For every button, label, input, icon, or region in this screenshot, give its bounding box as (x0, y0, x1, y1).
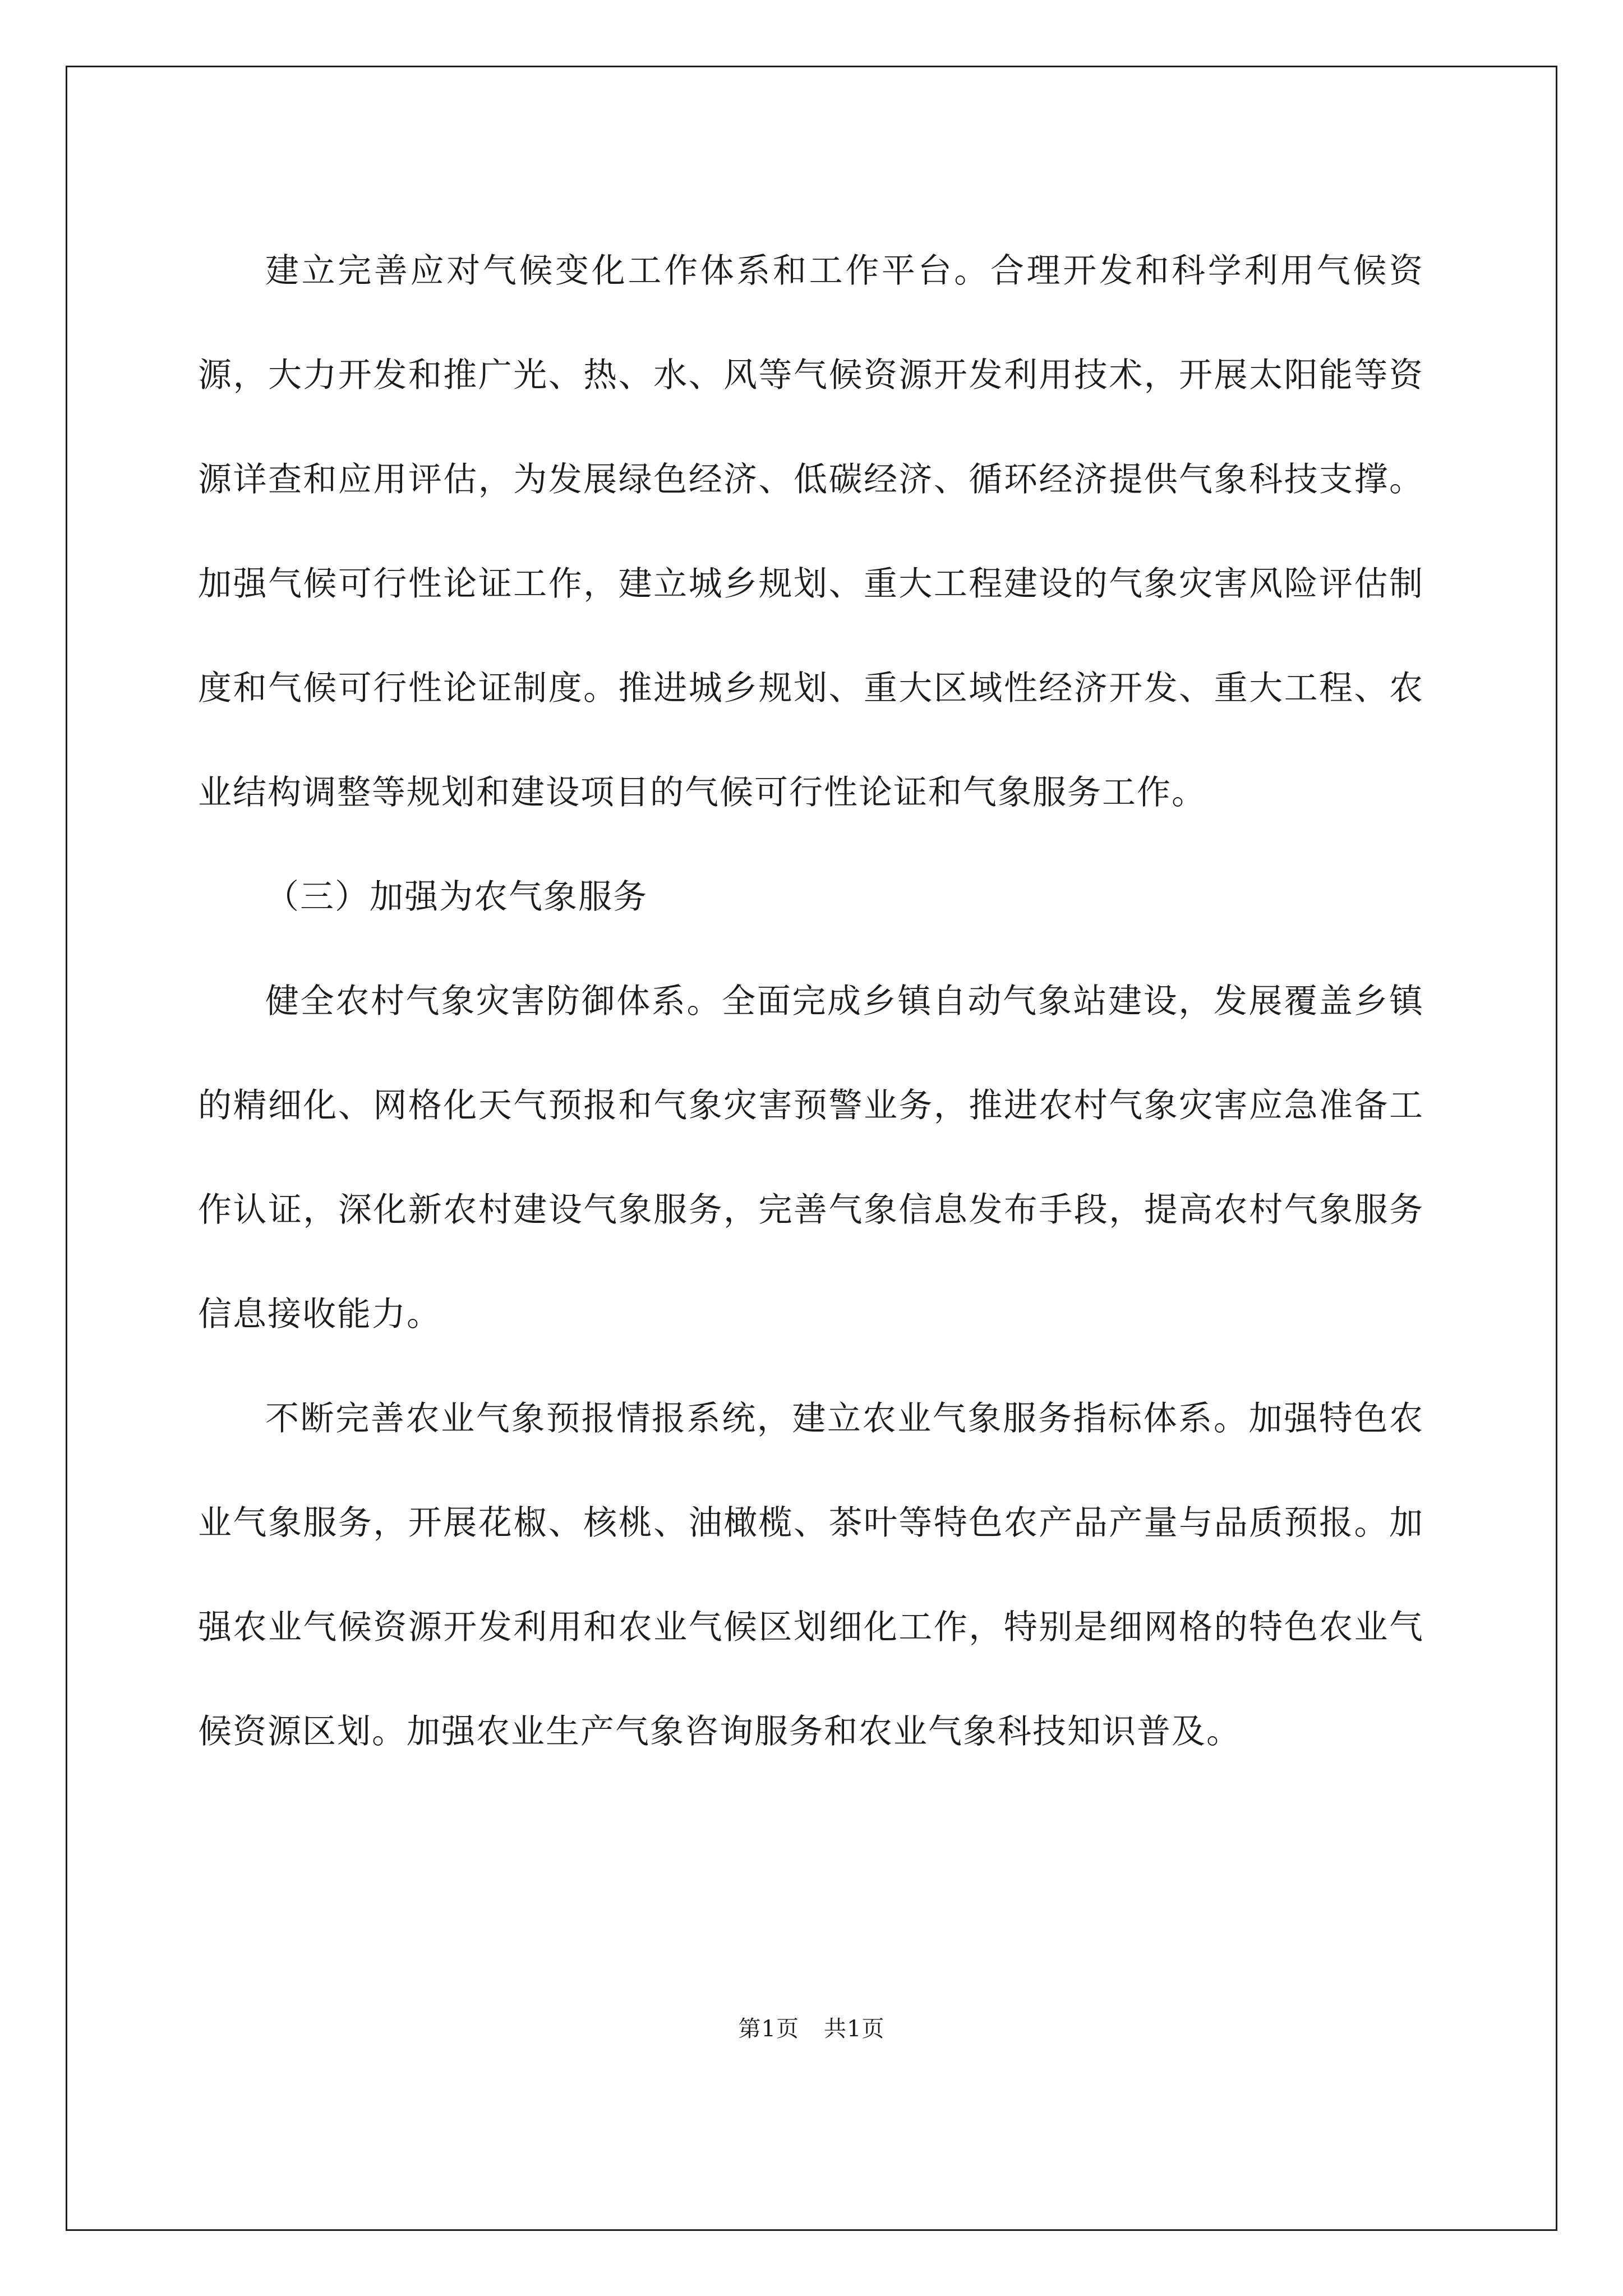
document-body (198, 219, 1424, 1784)
paragraph-climate-system: 建立完善应对气候变化工作体系和工作平台。合理开发和科学利用气候资源，大力开发和推广光、热、水、风等气候资源开发利用技术，开展太阳能等资源详查和应用评估，为发展绿色经济、低碳经济、循环经济提供气象科技支撑。加强气候可行性论证工作，建立城乡规划、重大工程建设的气象灾害风险评估制度和气候可行性论证制度。推进城乡规划、重大区域性经济开发、重大工程、农业结构调整等规划和建设项目的气候可行性论证和气象服务工作。 (198, 251, 1424, 812)
page-number-current: 第1页 (738, 2016, 799, 2042)
page-footer (0, 2011, 1623, 2043)
section-heading-agricultural-service: （三）加强为农气象服务 (265, 877, 648, 917)
paragraph-rural-disaster-defense: 健全农村气象灾害防御体系。全面完成乡镇自动气象站建设，发展覆盖乡镇的精细化、网格化天气预报和气象灾害预警业务，推进农村气象灾害应急准备工作认证，深化新农村建设气象服务，完善气象信息发布手段，提高农村气象服务信息接收能力。 (198, 982, 1424, 1334)
page-number-total: 共1页 (824, 2016, 885, 2042)
paragraph-agricultural-forecast: 不断完善农业气象预报情报系统，建立农业气象服务指标体系。加强特色农业气象服务，开展花椒、核桃、油橄榄、茶叶等特色农产品产量与品质预报。加强农业气候资源开发利用和农业气候区划细化工作，特别是细网格的特色农业气候资源区划。加强农业生产气象咨询服务和农业气象科技知识普及。 (198, 1399, 1424, 1751)
